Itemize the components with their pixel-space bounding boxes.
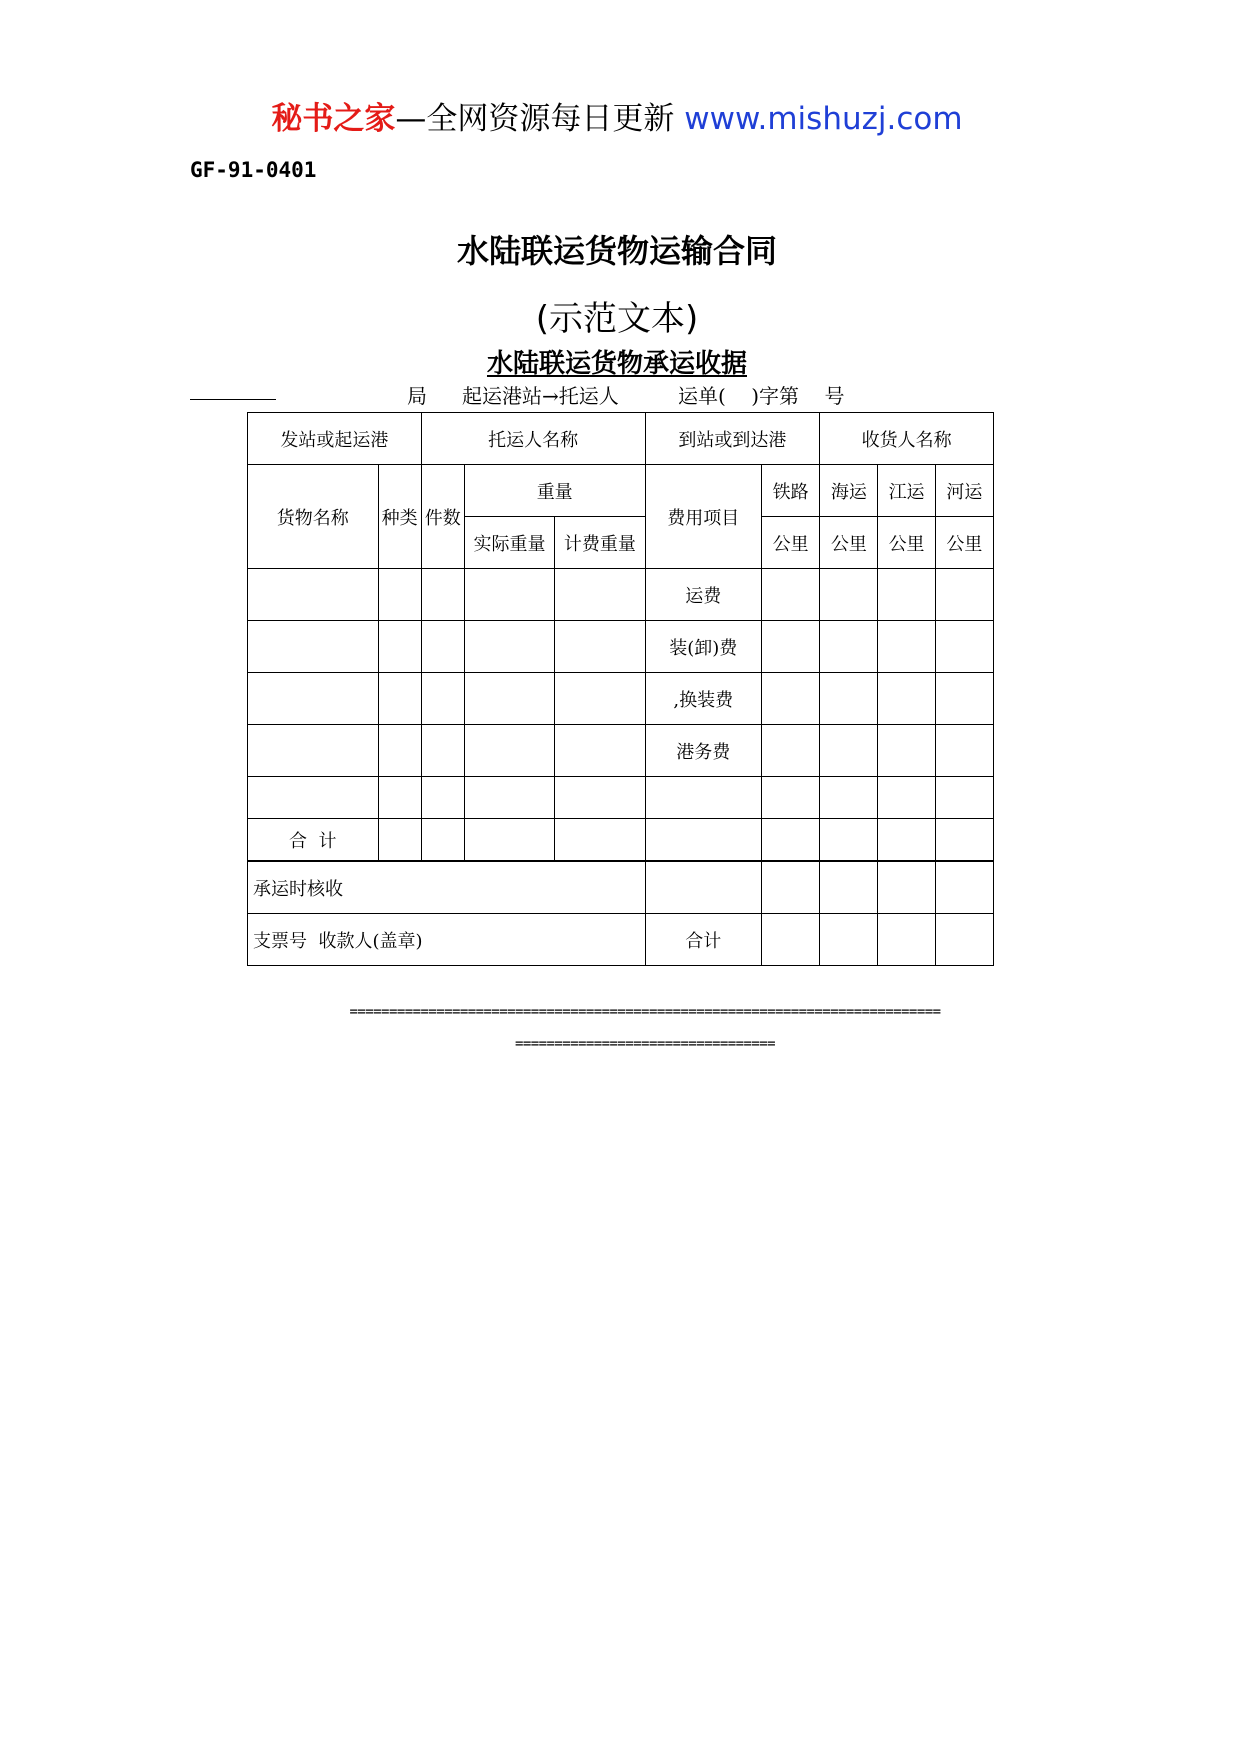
fee-port: 港务费 <box>645 725 761 777</box>
goods-name-header: 货物名称 <box>248 465 379 569</box>
route-label: 起运港站→托运人 <box>462 384 619 408</box>
total-row <box>248 819 994 862</box>
banner-brand: 秘书之家 <box>271 101 396 137</box>
weight-header: 重量 <box>464 465 645 517</box>
document-title: 水陆联运货物运输合同 <box>456 232 777 270</box>
sea-km: 公里 <box>820 517 878 569</box>
billing-weight-header: 计费重量 <box>555 517 645 569</box>
he-km: 公里 <box>935 517 993 569</box>
table-row <box>248 673 994 725</box>
table-row <box>248 725 994 777</box>
column-header-row <box>248 465 994 517</box>
receipt-table <box>247 412 994 966</box>
fee-freight: 运费 <box>645 569 761 621</box>
divider-line-2: ================================= <box>515 1036 775 1052</box>
acceptance-label: 承运时核收 <box>248 861 646 914</box>
consignee-header: 收货人名称 <box>820 413 994 465</box>
table-row <box>248 569 994 621</box>
cheque-row <box>248 914 994 966</box>
table-header-row <box>248 413 994 465</box>
total-label: 合 计 <box>248 819 379 862</box>
table-row <box>248 777 994 819</box>
fee-loading: 装(卸)费 <box>645 621 761 673</box>
waybill-label: 运单( )字第 号 <box>678 384 845 408</box>
site-banner <box>0 98 1234 140</box>
sea-header: 海运 <box>820 465 878 517</box>
origin-header: 发站或起运港 <box>248 413 422 465</box>
destination-header: 到站或到达港 <box>645 413 820 465</box>
railway-km: 公里 <box>762 517 820 569</box>
bureau-blank-line <box>190 399 276 400</box>
fee-transfer: ,换装费 <box>645 673 761 725</box>
jiang-header: 江运 <box>878 465 935 517</box>
cheque-label: 支票号 收款人(盖章) <box>248 914 646 966</box>
banner-url[interactable]: www.mishuzj.com <box>684 101 963 137</box>
receipt-title-text: 水陆联运货物承运收据 <box>486 349 747 379</box>
he-header: 河运 <box>935 465 993 517</box>
banner-tagline: —全网资源每日更新 <box>395 101 685 137</box>
fee-item-header: 费用项目 <box>645 465 761 569</box>
document-code: GF-91-0401 <box>190 158 317 182</box>
table-row <box>248 621 994 673</box>
document-subtitle: (示范文本) <box>535 299 699 339</box>
railway-header: 铁路 <box>762 465 820 517</box>
shipper-header: 托运人名称 <box>421 413 645 465</box>
bureau-label: 局 <box>407 384 427 408</box>
actual-weight-header: 实际重量 <box>464 517 554 569</box>
category-header: 种类 <box>378 465 421 569</box>
acceptance-row <box>248 861 994 914</box>
pieces-header: 件数 <box>421 465 464 569</box>
divider-line-1: =========================================================================== <box>349 1004 941 1020</box>
sum-label: 合计 <box>645 914 761 966</box>
jiang-km: 公里 <box>878 517 935 569</box>
receipt-title <box>0 343 1234 380</box>
